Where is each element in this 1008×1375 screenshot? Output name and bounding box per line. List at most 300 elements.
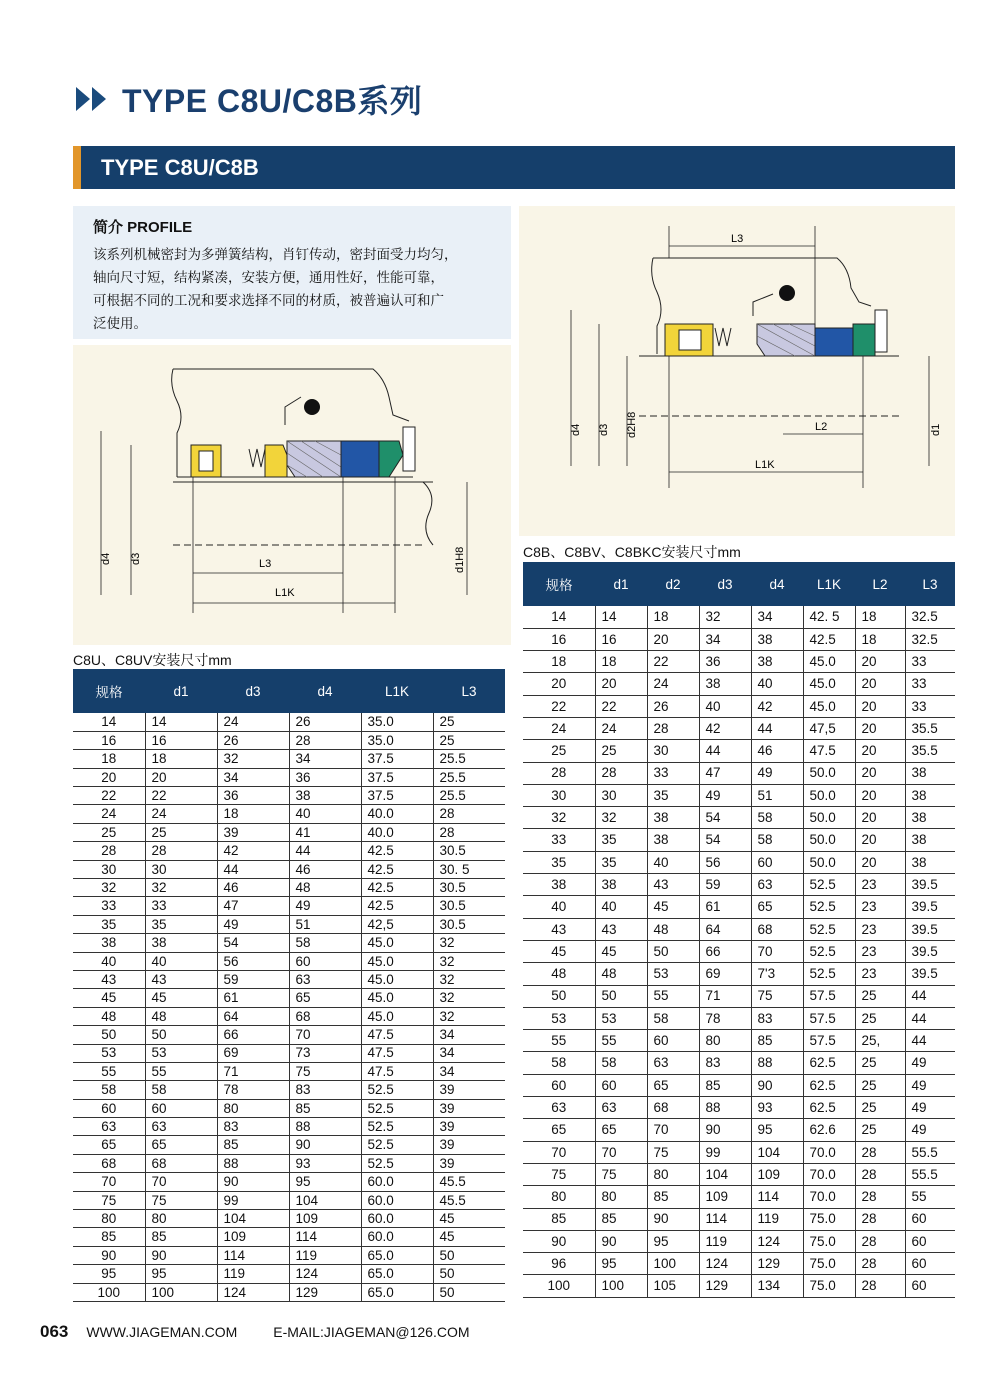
- table-cell: 65: [595, 1119, 647, 1141]
- table-cell: 43: [595, 918, 647, 940]
- table-cell: 42.5: [361, 897, 433, 915]
- table-cell: 119: [751, 1208, 803, 1230]
- table-cell: 38: [145, 934, 217, 952]
- table-cell: 43: [73, 970, 145, 988]
- table-cell: 16: [523, 628, 595, 650]
- table-cell: 83: [751, 1007, 803, 1029]
- table-cell: 50: [145, 1026, 217, 1044]
- table-cell: 24: [145, 805, 217, 823]
- table-row: [73, 805, 505, 823]
- table-cell: 18: [855, 606, 905, 628]
- table-cell: 50: [433, 1265, 505, 1283]
- table-cell: 28: [855, 1186, 905, 1208]
- table-cell: 39: [217, 823, 289, 841]
- table-cell: 32: [433, 970, 505, 988]
- table-cell: 26: [289, 713, 361, 731]
- table-cell: 134: [751, 1275, 803, 1297]
- table-cell: 65: [73, 1136, 145, 1154]
- table-row: [523, 1097, 955, 1119]
- table-cell: 129: [699, 1275, 751, 1297]
- table-cell: 20: [855, 695, 905, 717]
- table-cell: 23: [855, 874, 905, 896]
- table-row: [73, 1081, 505, 1099]
- table-cell: 25: [73, 823, 145, 841]
- table-cell: 83: [217, 1118, 289, 1136]
- label-d3: d3: [130, 552, 142, 565]
- table-cell: 37.5: [361, 768, 433, 786]
- table-cell: 35.5: [905, 717, 955, 739]
- table-cell: 42.5: [361, 842, 433, 860]
- table-cell: 62.6: [803, 1119, 855, 1141]
- table-cell: 75: [647, 1141, 699, 1163]
- table-cell: 25: [595, 740, 647, 762]
- table-cell: 60: [145, 1099, 217, 1117]
- column-header: 规格: [73, 669, 145, 713]
- table-cell: 52.5: [803, 874, 855, 896]
- table-cell: 50: [647, 940, 699, 962]
- table-cell: 45.0: [361, 934, 433, 952]
- table-row: [73, 970, 505, 988]
- table-cell: 90: [145, 1246, 217, 1264]
- rotating-ring: [853, 324, 875, 356]
- table-row: [523, 1052, 955, 1074]
- table-cell: 70: [289, 1026, 361, 1044]
- table-cell: 38: [647, 829, 699, 851]
- table-cell: 23: [855, 963, 905, 985]
- table-cell: 95: [595, 1253, 647, 1275]
- table-cell: 38: [523, 874, 595, 896]
- table-cell: 48: [145, 1007, 217, 1025]
- table-cell: 42.5: [803, 628, 855, 650]
- table-cell: 38: [905, 851, 955, 873]
- table-row: [523, 985, 955, 1007]
- table-cell: 85: [217, 1136, 289, 1154]
- table-cell: 40: [647, 851, 699, 873]
- table-cell: 39: [433, 1081, 505, 1099]
- table-cell: 28: [73, 842, 145, 860]
- table-cell: 35: [73, 915, 145, 933]
- table-cell: 30.5: [433, 915, 505, 933]
- table-cell: 45.0: [361, 989, 433, 1007]
- table-row: [73, 1136, 505, 1154]
- oring-leader: [285, 397, 301, 425]
- table-row: [523, 896, 955, 918]
- table-cell: 114: [217, 1246, 289, 1264]
- table-cell: 119: [699, 1230, 751, 1252]
- table-cell: 50.0: [803, 829, 855, 851]
- table-cell: 32: [699, 606, 751, 628]
- table-cell: 20: [855, 851, 905, 873]
- table-cell: 52.5: [361, 1154, 433, 1172]
- table-cell: 58: [289, 934, 361, 952]
- table-cell: 114: [699, 1208, 751, 1230]
- table-cell: 109: [217, 1228, 289, 1246]
- table-cell: 49: [289, 897, 361, 915]
- table-cell: 42,5: [361, 915, 433, 933]
- table-cell: 60.0: [361, 1210, 433, 1228]
- table-cell: 70: [523, 1141, 595, 1163]
- table-cell: 109: [289, 1210, 361, 1228]
- table-cell: 83: [289, 1081, 361, 1099]
- table-cell: 55.5: [905, 1163, 955, 1185]
- table-cell: 52.5: [361, 1081, 433, 1099]
- set-screw: [875, 310, 887, 352]
- table-row: [523, 1030, 955, 1052]
- table-cell: 25.5: [433, 750, 505, 768]
- table-cell: 30: [73, 860, 145, 878]
- table-cell: 54: [699, 807, 751, 829]
- table-cell: 28: [855, 1230, 905, 1252]
- label-l1k: L1K: [275, 587, 295, 599]
- table-cell: 45.5: [433, 1173, 505, 1191]
- table-cell: 96: [523, 1253, 595, 1275]
- table-cell: 88: [217, 1154, 289, 1172]
- table-cell: 52.5: [803, 963, 855, 985]
- table-cell: 62.5: [803, 1052, 855, 1074]
- table-cell: 65: [523, 1119, 595, 1141]
- table-cell: 90: [523, 1230, 595, 1252]
- table-cell: 18: [145, 750, 217, 768]
- table-cell: 20: [855, 673, 905, 695]
- table-cell: 49: [905, 1119, 955, 1141]
- table-row: [73, 731, 505, 749]
- table-cell: 25: [855, 1074, 905, 1096]
- label-d4: d4: [100, 552, 112, 565]
- table-cell: 50.0: [803, 807, 855, 829]
- c8b-size-table: [523, 562, 955, 1298]
- table-cell: 42: [699, 717, 751, 739]
- table-cell: 44: [289, 842, 361, 860]
- table-row: [73, 989, 505, 1007]
- table-header: [523, 562, 955, 606]
- table-cell: 95: [647, 1230, 699, 1252]
- table-cell: 32: [523, 807, 595, 829]
- table-cell: 40: [289, 805, 361, 823]
- table-cell: 95: [145, 1265, 217, 1283]
- table-cell: 80: [699, 1030, 751, 1052]
- table-cell: 44: [905, 1007, 955, 1029]
- spring-icon: [715, 328, 731, 346]
- table-cell: 20: [855, 784, 905, 806]
- table-cell: 24: [523, 717, 595, 739]
- label-l3: L3: [731, 233, 744, 245]
- table-cell: 44: [905, 985, 955, 1007]
- column-header: L2: [855, 562, 905, 606]
- column-header: d3: [217, 669, 289, 713]
- table-cell: 57.5: [803, 985, 855, 1007]
- table-row: [523, 874, 955, 896]
- table-cell: 109: [751, 1163, 803, 1185]
- table-cell: 51: [289, 915, 361, 933]
- table-row: [523, 717, 955, 739]
- section-banner: [73, 146, 955, 189]
- table-cell: 20: [855, 740, 905, 762]
- table-cell: 18: [73, 750, 145, 768]
- table-cell: 50: [433, 1246, 505, 1264]
- table-cell: 68: [647, 1097, 699, 1119]
- table-cell: 85: [523, 1208, 595, 1230]
- profile-box: [73, 206, 511, 339]
- table-cell: 16: [595, 628, 647, 650]
- table-cell: 58: [751, 829, 803, 851]
- set-screw: [403, 427, 415, 471]
- table-cell: 60: [595, 1074, 647, 1096]
- table-cell: 40.0: [361, 823, 433, 841]
- table-cell: 40: [523, 896, 595, 918]
- table-cell: 32: [433, 952, 505, 970]
- table-cell: 68: [73, 1154, 145, 1172]
- table-row: [523, 695, 955, 717]
- table-cell: 73: [289, 1044, 361, 1062]
- table-cell: 28: [289, 731, 361, 749]
- table-cell: 88: [751, 1052, 803, 1074]
- table-cell: 45: [595, 940, 647, 962]
- table-cell: 104: [217, 1210, 289, 1228]
- table-cell: 99: [699, 1141, 751, 1163]
- table-cell: 53: [73, 1044, 145, 1062]
- profile-line: 轴向尺寸短，结构紧凑，安装方便，通用性好，性能可靠，: [93, 270, 444, 285]
- table-cell: 119: [289, 1246, 361, 1264]
- table-cell: 49: [905, 1052, 955, 1074]
- table-cell: 44: [217, 860, 289, 878]
- table-cell: 60: [289, 952, 361, 970]
- table-cell: 75: [289, 1062, 361, 1080]
- table-cell: 43: [523, 918, 595, 940]
- table-cell: 25: [855, 985, 905, 1007]
- table-cell: 64: [217, 1007, 289, 1025]
- table-cell: 78: [699, 1007, 751, 1029]
- table-cell: 42.5: [361, 860, 433, 878]
- table-cell: 22: [523, 695, 595, 717]
- table-row: [73, 1246, 505, 1264]
- table-cell: 85: [289, 1099, 361, 1117]
- table-cell: 90: [217, 1173, 289, 1191]
- profile-line: 泛使用。: [93, 316, 147, 331]
- table-row: [523, 740, 955, 762]
- table-cell: 63: [73, 1118, 145, 1136]
- table-cell: 90: [289, 1136, 361, 1154]
- table-row: [73, 1228, 505, 1246]
- table-cell: 34: [289, 750, 361, 768]
- table-cell: 34: [433, 1026, 505, 1044]
- table-cell: 90: [647, 1208, 699, 1230]
- table-row: [73, 1118, 505, 1136]
- column-header: d4: [289, 669, 361, 713]
- table-cell: 52.5: [361, 1118, 433, 1136]
- table-cell: 60: [523, 1074, 595, 1096]
- table-cell: 62.5: [803, 1097, 855, 1119]
- profile-text: [93, 243, 499, 335]
- table-cell: 47.5: [361, 1026, 433, 1044]
- table-cell: 32: [433, 989, 505, 1007]
- table-cell: 45.0: [803, 673, 855, 695]
- table-cell: 35: [647, 784, 699, 806]
- table-cell: 32.5: [905, 606, 955, 628]
- table-cell: 49: [699, 784, 751, 806]
- shaft-break-line: [423, 482, 433, 545]
- page-footer: [40, 1322, 470, 1342]
- table-cell: 25: [855, 1007, 905, 1029]
- table-cell: 35: [595, 851, 647, 873]
- table-cell: 65.0: [361, 1283, 433, 1301]
- table-cell: 71: [699, 985, 751, 1007]
- table-cell: 45.0: [361, 952, 433, 970]
- table-cell: 55: [647, 985, 699, 1007]
- page-number: 063: [40, 1322, 69, 1341]
- website-link[interactable]: WWW.JIAGEMAN.COM: [86, 1324, 238, 1340]
- table-cell: 18: [523, 651, 595, 673]
- table-cell: 22: [595, 695, 647, 717]
- c8b-drawing: [519, 206, 955, 536]
- table-cell: 20: [523, 673, 595, 695]
- table-cell: 52.5: [803, 896, 855, 918]
- table-row: [73, 934, 505, 952]
- table-cell: 49: [217, 915, 289, 933]
- table-cell: 58: [595, 1052, 647, 1074]
- table-cell: 100: [595, 1275, 647, 1297]
- table-cell: 90: [699, 1119, 751, 1141]
- table-cell: 43: [145, 970, 217, 988]
- drive-pin: [265, 445, 287, 477]
- table-cell: 24: [73, 805, 145, 823]
- table-cell: 62.5: [803, 1074, 855, 1096]
- housing-break-line: [652, 258, 661, 354]
- double-arrow-icon: [76, 87, 108, 111]
- table-cell: 52.5: [803, 940, 855, 962]
- table-row: [523, 1275, 955, 1297]
- table-cell: 99: [217, 1191, 289, 1209]
- table-cell: 20: [73, 768, 145, 786]
- profile-line: 可根据不同的工况和要求选择不同的材质，被普遍认可和广: [93, 293, 444, 308]
- table-cell: 45: [433, 1228, 505, 1246]
- table-cell: 20: [145, 768, 217, 786]
- table-row: [523, 851, 955, 873]
- right-table-caption: C8B、C8BV、C8BKC安装尺寸mm: [523, 544, 741, 560]
- table-cell: 75: [595, 1163, 647, 1185]
- table-cell: 47.5: [361, 1044, 433, 1062]
- column-header: L3: [433, 669, 505, 713]
- table-cell: 78: [217, 1081, 289, 1099]
- table-cell: 95: [73, 1265, 145, 1283]
- table-cell: 42: [751, 695, 803, 717]
- table-cell: 26: [217, 731, 289, 749]
- table-cell: 105: [647, 1275, 699, 1297]
- table-cell: 14: [145, 713, 217, 731]
- table-cell: 70: [73, 1173, 145, 1191]
- table-cell: 20: [595, 673, 647, 695]
- table-cell: 63: [751, 874, 803, 896]
- table-cell: 38: [73, 934, 145, 952]
- table-cell: 50: [523, 985, 595, 1007]
- table-cell: 58: [647, 1007, 699, 1029]
- table-cell: 20: [855, 651, 905, 673]
- table-cell: 61: [217, 989, 289, 1007]
- table-cell: 33: [647, 762, 699, 784]
- table-cell: 70: [145, 1173, 217, 1191]
- table-row: [523, 1186, 955, 1208]
- rotating-ring: [379, 441, 403, 477]
- table-cell: 59: [217, 970, 289, 988]
- table-cell: 18: [647, 606, 699, 628]
- table-body: [73, 713, 505, 1302]
- table-cell: 60: [751, 851, 803, 873]
- table-cell: 40: [751, 673, 803, 695]
- table-cell: 20: [647, 628, 699, 650]
- table-cell: 25: [855, 1052, 905, 1074]
- table-cell: 55: [145, 1062, 217, 1080]
- table-cell: 28: [855, 1141, 905, 1163]
- email-link[interactable]: E-MAIL:JIAGEMAN@126.COM: [273, 1324, 470, 1340]
- table-cell: 37.5: [361, 787, 433, 805]
- table-cell: 52.5: [803, 918, 855, 940]
- table-cell: 52.5: [361, 1099, 433, 1117]
- table-cell: 25.5: [433, 787, 505, 805]
- table-cell: 114: [751, 1186, 803, 1208]
- label-d1: d1: [930, 423, 942, 436]
- table-cell: 85: [699, 1074, 751, 1096]
- table-cell: 30.5: [433, 842, 505, 860]
- spring-icon: [249, 449, 265, 467]
- table-row: [523, 628, 955, 650]
- table-cell: 28: [855, 1163, 905, 1185]
- table-cell: 32: [217, 750, 289, 768]
- table-header: [73, 669, 505, 713]
- table-cell: 80: [647, 1163, 699, 1185]
- table-cell: 50.0: [803, 762, 855, 784]
- spring-holder-bore: [679, 330, 701, 350]
- table-row: [73, 1154, 505, 1172]
- table-cell: 25,: [855, 1030, 905, 1052]
- table-cell: 22: [145, 787, 217, 805]
- table-cell: 25: [433, 731, 505, 749]
- table-cell: 38: [905, 807, 955, 829]
- seal-face: [341, 441, 379, 477]
- table-row: [523, 1208, 955, 1230]
- table-row: [523, 1007, 955, 1029]
- table-cell: 35: [595, 829, 647, 851]
- table-cell: 80: [217, 1099, 289, 1117]
- table-row: [523, 651, 955, 673]
- table-cell: 38: [751, 651, 803, 673]
- table-cell: 23: [855, 918, 905, 940]
- table-cell: 88: [289, 1118, 361, 1136]
- table-cell: 30. 5: [433, 860, 505, 878]
- table-cell: 34: [751, 606, 803, 628]
- label-d3: d3: [598, 423, 610, 436]
- table-cell: 60: [73, 1099, 145, 1117]
- table-cell: 59: [699, 874, 751, 896]
- table-row: [73, 750, 505, 768]
- table-row: [523, 673, 955, 695]
- table-cell: 50.0: [803, 851, 855, 873]
- table-cell: 58: [145, 1081, 217, 1099]
- table-cell: 50.0: [803, 784, 855, 806]
- column-header: d1: [145, 669, 217, 713]
- table-cell: 55: [905, 1186, 955, 1208]
- label-d4: d4: [570, 423, 582, 436]
- table-row: [73, 768, 505, 786]
- table-cell: 51: [751, 784, 803, 806]
- table-cell: 28: [595, 762, 647, 784]
- table-cell: 50: [73, 1026, 145, 1044]
- table-cell: 75: [523, 1163, 595, 1185]
- table-cell: 47: [217, 897, 289, 915]
- table-cell: 45: [145, 989, 217, 1007]
- table-cell: 53: [523, 1007, 595, 1029]
- table-body: [523, 606, 955, 1297]
- table-cell: 39.5: [905, 940, 955, 962]
- table-cell: 18: [855, 628, 905, 650]
